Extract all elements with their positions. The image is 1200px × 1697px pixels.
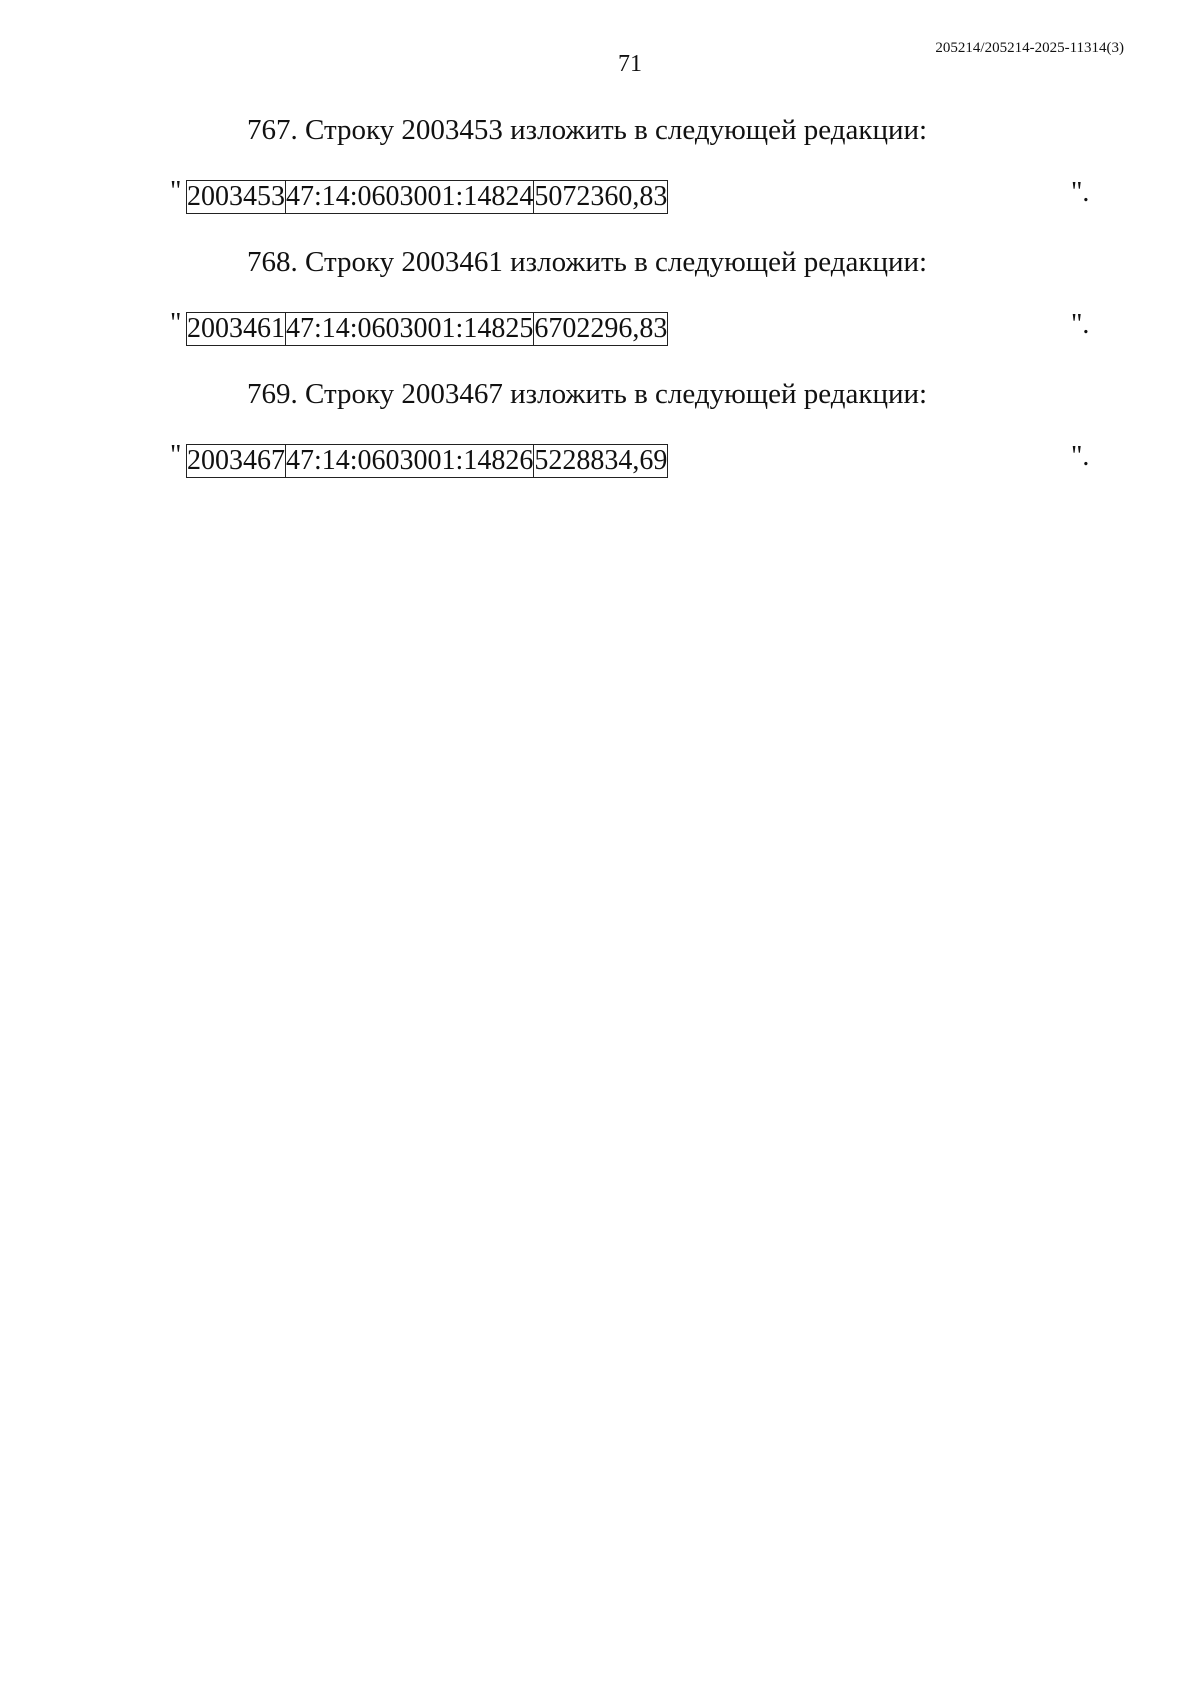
opening-quote: " [170, 440, 182, 471]
amendment-text: 768. Строку 2003461 изложить в следующей редакции: [247, 246, 928, 278]
table-row [187, 313, 668, 346]
cadastral-number-cell: 47:14:0603001:14825 [286, 313, 534, 344]
cadastral-number-cell: 47:14:0603001:14826 [286, 445, 534, 476]
opening-quote: " [170, 176, 182, 207]
row-table [186, 312, 668, 346]
closing-quote: ". [1071, 309, 1090, 340]
value-cell: 6702296,83 [534, 313, 668, 344]
value-cell: 5228834,69 [534, 445, 668, 476]
page-number: 71 [618, 51, 642, 77]
row-table [186, 444, 668, 478]
row-number-cell: 2003453 [187, 181, 285, 212]
value-cell: 5072360,83 [534, 181, 668, 212]
amendment-text: 769. Строку 2003467 изложить в следующей редакции: [247, 378, 928, 410]
closing-quote: ". [1071, 177, 1090, 208]
row-number-cell: 2003461 [187, 313, 285, 344]
table-row [187, 445, 668, 478]
amendment-text: 767. Строку 2003453 изложить в следующей редакции: [247, 114, 928, 146]
closing-quote: ". [1071, 441, 1090, 472]
row-table [186, 180, 668, 214]
cadastral-number-cell: 47:14:0603001:14824 [286, 181, 534, 212]
table-row [187, 181, 668, 214]
document-id: 205214/205214-2025-11314(3) [935, 40, 1124, 56]
opening-quote: " [170, 308, 182, 339]
row-number-cell: 2003467 [187, 445, 285, 476]
